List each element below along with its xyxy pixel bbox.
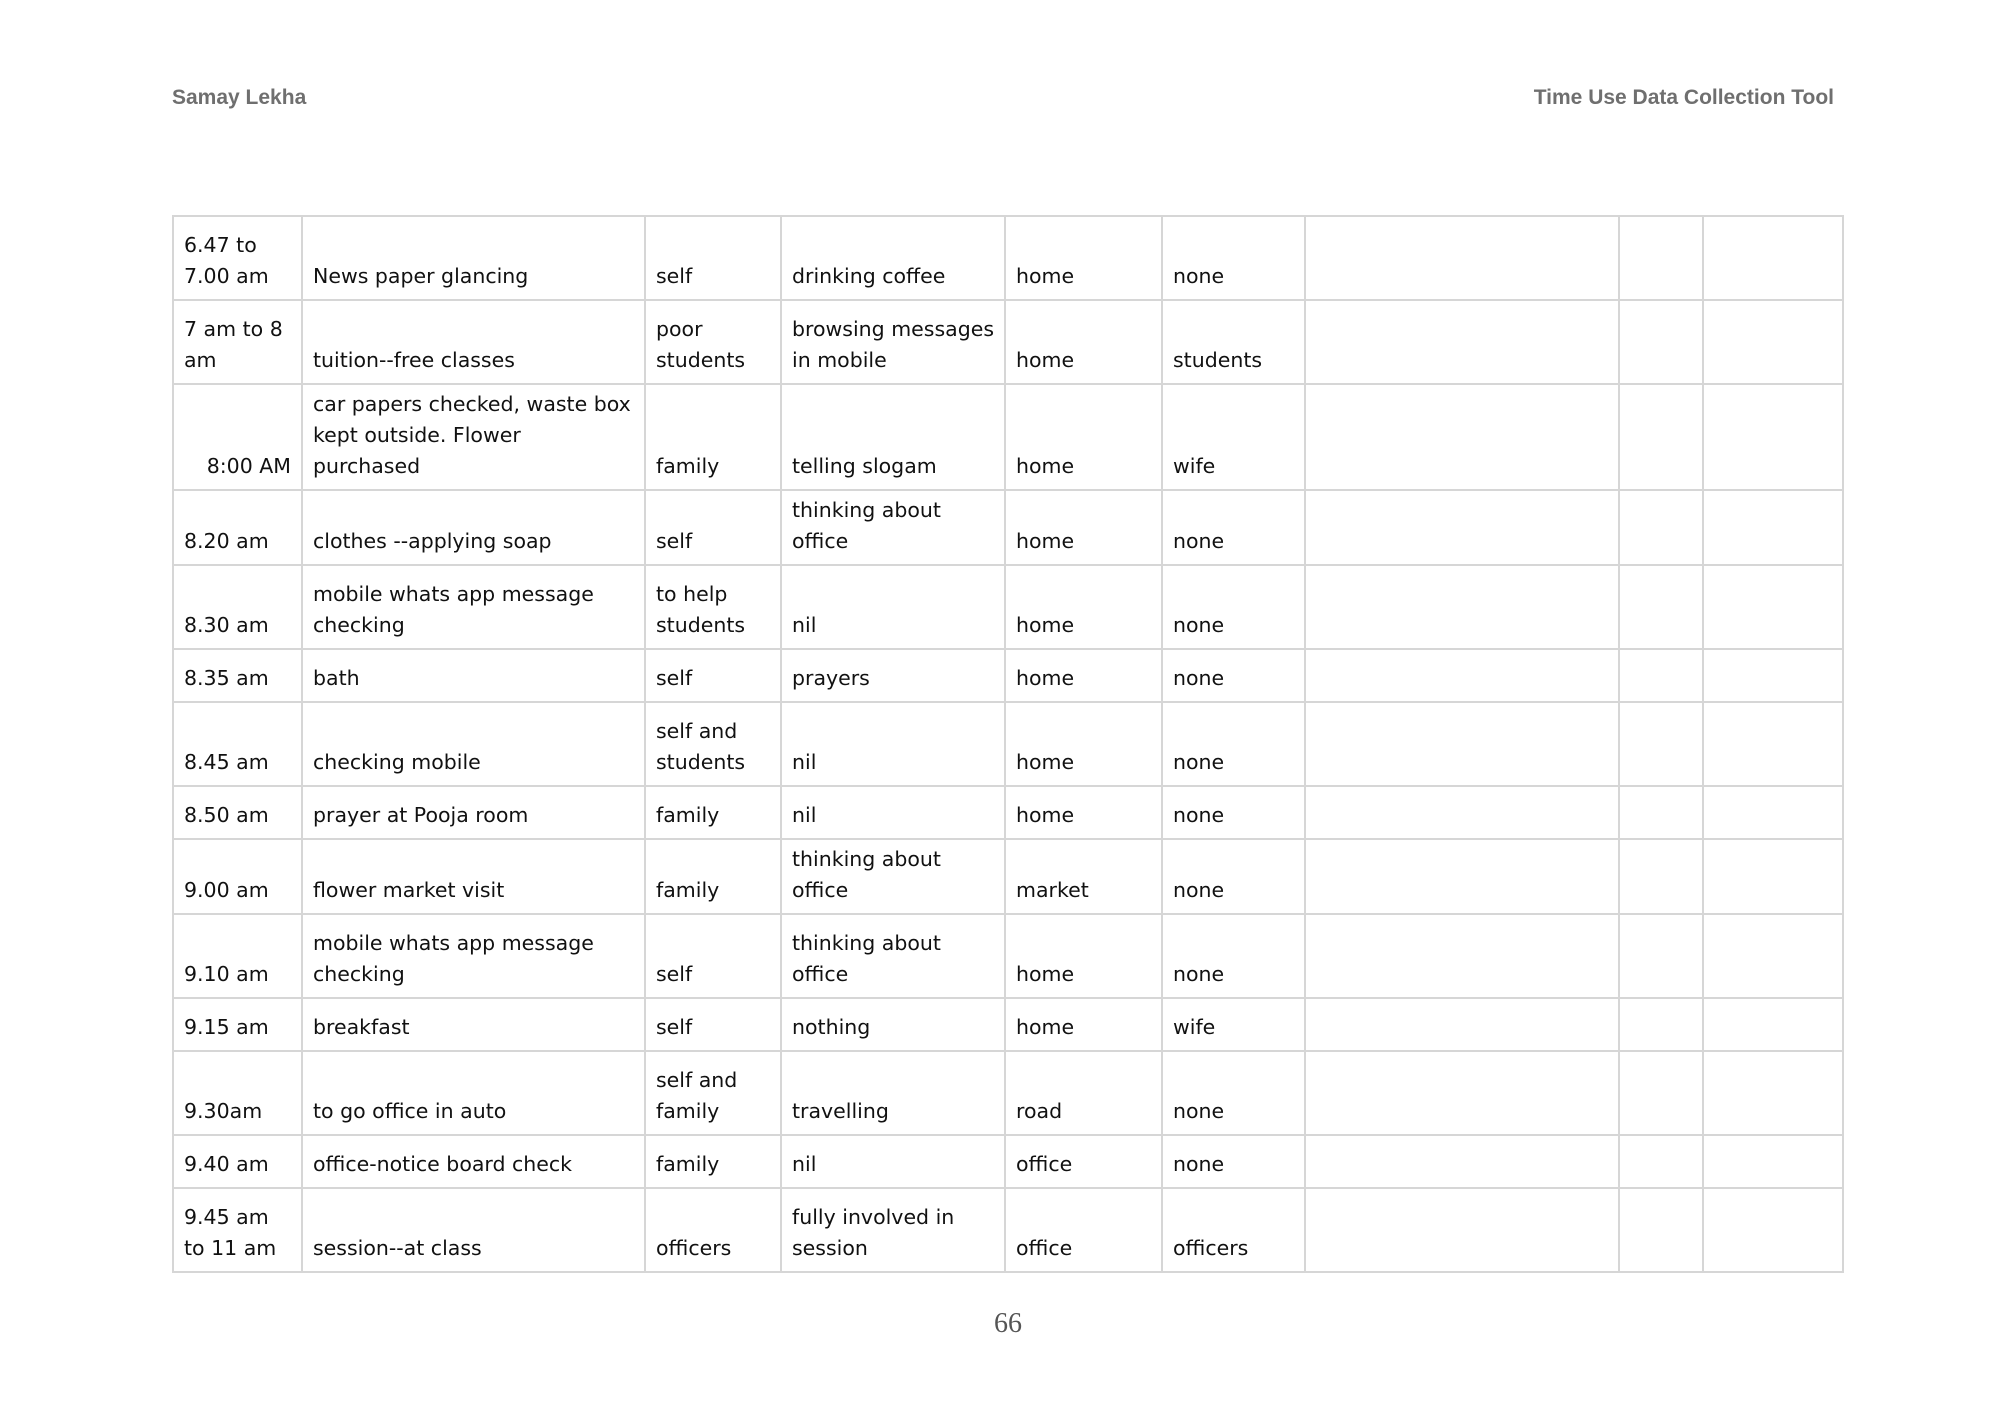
cell-with-whom: none — [1162, 914, 1305, 998]
table-row — [173, 914, 1843, 998]
table-row — [173, 1051, 1843, 1135]
table-row — [173, 786, 1843, 839]
cell-empty — [1703, 1051, 1843, 1135]
cell-location: road — [1005, 1051, 1162, 1135]
cell-empty — [1619, 1135, 1703, 1188]
cell-with-whom: none — [1162, 839, 1305, 914]
table-row — [173, 839, 1843, 914]
cell-empty — [1703, 998, 1843, 1051]
cell-location: home — [1005, 702, 1162, 786]
table-body — [173, 216, 1843, 1272]
cell-simultaneous: thinking about office — [781, 914, 1005, 998]
cell-empty — [1619, 1188, 1703, 1272]
cell-empty — [1305, 1135, 1619, 1188]
cell-time: 9.10 am — [173, 914, 302, 998]
table-row — [173, 1135, 1843, 1188]
cell-empty — [1305, 702, 1619, 786]
cell-empty — [1619, 998, 1703, 1051]
cell-activity: mobile whats app message checking — [302, 565, 645, 649]
cell-time: 8.30 am — [173, 565, 302, 649]
cell-empty — [1305, 914, 1619, 998]
cell-location: home — [1005, 490, 1162, 565]
cell-activity: to go office in auto — [302, 1051, 645, 1135]
cell-for-whom: self and family — [645, 1051, 781, 1135]
cell-location: market — [1005, 839, 1162, 914]
cell-location: home — [1005, 300, 1162, 384]
table-row — [173, 490, 1843, 565]
cell-for-whom: self — [645, 649, 781, 702]
cell-simultaneous: telling slogam — [781, 384, 1005, 490]
cell-empty — [1305, 216, 1619, 300]
cell-location: home — [1005, 649, 1162, 702]
cell-for-whom: to help students — [645, 565, 781, 649]
cell-location: home — [1005, 565, 1162, 649]
cell-activity: session--at class — [302, 1188, 645, 1272]
time-use-table — [172, 215, 1844, 1273]
cell-with-whom: none — [1162, 702, 1305, 786]
cell-empty — [1703, 702, 1843, 786]
table-row — [173, 384, 1843, 490]
cell-with-whom: students — [1162, 300, 1305, 384]
cell-activity: clothes --applying soap — [302, 490, 645, 565]
table-row — [173, 649, 1843, 702]
cell-activity: tuition--free classes — [302, 300, 645, 384]
cell-for-whom: family — [645, 1135, 781, 1188]
cell-with-whom: none — [1162, 565, 1305, 649]
cell-for-whom: self — [645, 216, 781, 300]
cell-empty — [1619, 1051, 1703, 1135]
cell-time: 8.45 am — [173, 702, 302, 786]
cell-empty — [1305, 300, 1619, 384]
cell-simultaneous: fully involved in session — [781, 1188, 1005, 1272]
cell-with-whom: officers — [1162, 1188, 1305, 1272]
cell-activity: checking mobile — [302, 702, 645, 786]
cell-simultaneous: nil — [781, 565, 1005, 649]
cell-time: 7 am to 8 am — [173, 300, 302, 384]
cell-activity: bath — [302, 649, 645, 702]
cell-location: home — [1005, 384, 1162, 490]
cell-empty — [1703, 786, 1843, 839]
table-row — [173, 216, 1843, 300]
cell-empty — [1703, 1135, 1843, 1188]
cell-with-whom: wife — [1162, 384, 1305, 490]
cell-empty — [1619, 384, 1703, 490]
cell-with-whom: none — [1162, 1135, 1305, 1188]
table-row — [173, 300, 1843, 384]
cell-for-whom: poor students — [645, 300, 781, 384]
cell-empty — [1703, 565, 1843, 649]
cell-for-whom: self — [645, 914, 781, 998]
cell-time: 8.35 am — [173, 649, 302, 702]
cell-location: home — [1005, 914, 1162, 998]
cell-empty — [1703, 490, 1843, 565]
page-number: 66 — [994, 1308, 1022, 1339]
cell-empty — [1305, 649, 1619, 702]
cell-empty — [1305, 786, 1619, 839]
cell-simultaneous: nil — [781, 702, 1005, 786]
table-row — [173, 702, 1843, 786]
cell-activity: News paper glancing — [302, 216, 645, 300]
cell-empty — [1619, 216, 1703, 300]
cell-with-whom: none — [1162, 649, 1305, 702]
cell-activity: flower market visit — [302, 839, 645, 914]
cell-empty — [1703, 216, 1843, 300]
cell-empty — [1619, 702, 1703, 786]
cell-for-whom: self and students — [645, 702, 781, 786]
cell-empty — [1305, 1051, 1619, 1135]
cell-simultaneous: browsing messages in mobile — [781, 300, 1005, 384]
cell-empty — [1619, 490, 1703, 565]
cell-for-whom: self — [645, 998, 781, 1051]
cell-simultaneous: drinking coffee — [781, 216, 1005, 300]
cell-activity: car papers checked, waste box kept outside. Flower purchased — [302, 384, 645, 490]
cell-empty — [1305, 1188, 1619, 1272]
cell-simultaneous: thinking about office — [781, 490, 1005, 565]
cell-empty — [1305, 384, 1619, 490]
cell-with-whom: none — [1162, 786, 1305, 839]
cell-simultaneous: travelling — [781, 1051, 1005, 1135]
cell-empty — [1619, 300, 1703, 384]
table-row — [173, 565, 1843, 649]
cell-empty — [1619, 786, 1703, 839]
cell-empty — [1703, 1188, 1843, 1272]
cell-empty — [1703, 300, 1843, 384]
cell-for-whom: self — [645, 490, 781, 565]
cell-for-whom: officers — [645, 1188, 781, 1272]
cell-for-whom: family — [645, 786, 781, 839]
time-use-table-container — [172, 215, 1842, 1273]
cell-time: 8.50 am — [173, 786, 302, 839]
cell-activity: breakfast — [302, 998, 645, 1051]
cell-activity: office-notice board check — [302, 1135, 645, 1188]
cell-simultaneous: thinking about office — [781, 839, 1005, 914]
cell-activity: prayer at Pooja room — [302, 786, 645, 839]
cell-location: office — [1005, 1135, 1162, 1188]
cell-empty — [1619, 914, 1703, 998]
cell-activity: mobile whats app message checking — [302, 914, 645, 998]
cell-time: 9.00 am — [173, 839, 302, 914]
cell-empty — [1305, 490, 1619, 565]
cell-simultaneous: nil — [781, 1135, 1005, 1188]
cell-location: home — [1005, 786, 1162, 839]
cell-with-whom: none — [1162, 1051, 1305, 1135]
cell-empty — [1305, 998, 1619, 1051]
cell-with-whom: none — [1162, 216, 1305, 300]
cell-empty — [1619, 649, 1703, 702]
cell-empty — [1619, 565, 1703, 649]
cell-empty — [1703, 384, 1843, 490]
cell-empty — [1305, 565, 1619, 649]
cell-location: home — [1005, 216, 1162, 300]
cell-time: 8.20 am — [173, 490, 302, 565]
cell-time: 9.40 am — [173, 1135, 302, 1188]
cell-empty — [1703, 839, 1843, 914]
cell-time: 9.30am — [173, 1051, 302, 1135]
cell-for-whom: family — [645, 384, 781, 490]
cell-for-whom: family — [645, 839, 781, 914]
cell-time: 9.15 am — [173, 998, 302, 1051]
table-row — [173, 1188, 1843, 1272]
cell-empty — [1703, 649, 1843, 702]
cell-empty — [1703, 914, 1843, 998]
header-right-title: Time Use Data Collection Tool — [1533, 86, 1834, 109]
cell-time: 8:00 AM — [173, 384, 302, 490]
table-row — [173, 998, 1843, 1051]
cell-location: home — [1005, 998, 1162, 1051]
header-left-title: Samay Lekha — [172, 86, 307, 109]
cell-location: office — [1005, 1188, 1162, 1272]
cell-simultaneous: nil — [781, 786, 1005, 839]
cell-simultaneous: nothing — [781, 998, 1005, 1051]
cell-time: 6.47 to 7.00 am — [173, 216, 302, 300]
cell-empty — [1619, 839, 1703, 914]
cell-with-whom: none — [1162, 490, 1305, 565]
cell-time: 9.45 am to 11 am — [173, 1188, 302, 1272]
cell-simultaneous: prayers — [781, 649, 1005, 702]
cell-with-whom: wife — [1162, 998, 1305, 1051]
cell-empty — [1305, 839, 1619, 914]
